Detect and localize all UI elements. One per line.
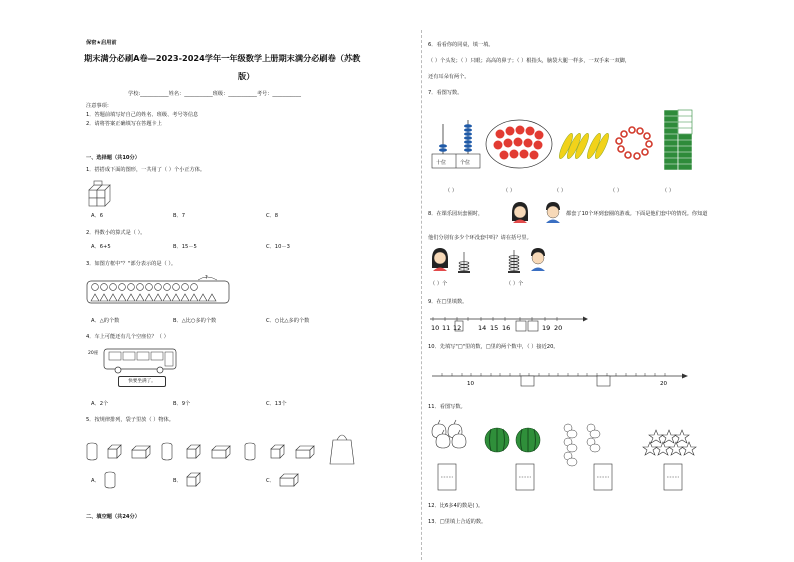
q2-option-a[interactable]: A．6+5 <box>91 244 111 250</box>
pattern-objects-row <box>84 428 364 466</box>
notes-item: 2．请将答案正确填写在答题卡上 <box>86 121 162 127</box>
q9-num: 11 <box>442 324 451 332</box>
question-7: 7．看图写数。 <box>428 90 463 96</box>
seat-count-label: 20座 <box>88 351 99 356</box>
triangles-circles-box <box>86 273 232 307</box>
q9-num: 20 <box>554 324 563 332</box>
q7-blank-5[interactable]: （ ） <box>662 188 675 194</box>
q4-option-c[interactable]: C．13个 <box>266 401 287 407</box>
q11-pictures <box>428 418 708 498</box>
question-13: 13．□里填上合适的数。 <box>428 519 487 525</box>
number-line-q10 <box>428 367 690 391</box>
student-info-line: 学校:___________姓名：___________班级：___________考号：___________ <box>128 91 301 97</box>
question-11: 11．看图写数。 <box>428 404 466 410</box>
q7-blank-4[interactable]: （ ） <box>610 188 623 194</box>
question-9: 9．在□里填数。 <box>428 299 468 305</box>
q8-line1b: 都套了10个环到套圈的游戏。下面是他们套中的情况。你知道 <box>566 211 708 217</box>
q5-option-c-cuboid <box>278 472 300 488</box>
q7-blank-2[interactable]: （ ） <box>503 188 516 194</box>
question-3: 3．如图方框中"？"部分表示的是（ ）。 <box>86 261 177 267</box>
abacus-ones-label: 个位 <box>460 160 471 166</box>
q3-question-mark: ? <box>205 275 208 281</box>
notes-item: 1．答题前填写好自己的姓名、班级、考号等信息 <box>86 112 199 118</box>
column-divider <box>421 30 422 560</box>
q10-tick-10: 10 <box>467 381 474 387</box>
q5-option-b[interactable]: B． <box>173 478 182 484</box>
q8-line2: 他们分别有多少个环没套中吗？请在括号里。 <box>428 235 532 241</box>
q5-option-a-cylinder <box>103 470 119 490</box>
q2-option-c[interactable]: C．10－3 <box>266 244 290 250</box>
q9-num: 14 <box>478 324 487 332</box>
q9-num: 12 <box>453 324 462 332</box>
q8-ring-toss-images <box>428 246 558 276</box>
q9-num: 19 <box>542 324 551 332</box>
secret-label: 保密★启用前 <box>86 40 117 46</box>
question-2: 2．得数小的算式是（ ）。 <box>86 230 146 236</box>
bus-image <box>100 347 180 379</box>
page-title-line2: 版） <box>238 71 255 81</box>
page-title-line1: 期末满分必刷A卷—2023-2024学年一年级数学上册期末满分必刷卷（苏教 <box>84 53 361 63</box>
question-10: 10．先填写"□"里的数，□里的两个数中，（ ）接近20。 <box>428 344 559 350</box>
q3-option-b[interactable]: B．△比○多的个数 <box>173 318 217 324</box>
question-5: 5．按规律排列，袋子里放（ ）物体。 <box>86 417 174 423</box>
q6-line2: （ ）个头发；（ ）只眼；高高的鼻子；（ ）根指头，脑袋大腿一样多，一双手来一双脚， <box>428 58 631 64</box>
q9-num: 16 <box>502 324 511 332</box>
question-12: 12．比6多4的数是( )。 <box>428 503 484 509</box>
q8-blank-1[interactable]: （ ）个 <box>430 281 448 287</box>
q1-option-b[interactable]: B．7 <box>173 213 186 219</box>
abacus-tens-label: 十位 <box>436 160 447 166</box>
boy-avatar <box>542 201 564 225</box>
question-8: 8．在课乐园玩套圈时， <box>428 211 484 217</box>
q7-pictures <box>428 104 728 176</box>
cube-figure <box>86 180 116 208</box>
q5-option-b-cube <box>185 472 203 488</box>
notes-title: 注意事项： <box>86 103 112 109</box>
bus-speech-bubble: 快要坐满了。 <box>118 376 166 387</box>
q5-option-c[interactable]: C． <box>266 478 275 484</box>
q8-blank-2[interactable]: （ ）个 <box>506 281 524 287</box>
number-line-q9 <box>428 311 588 333</box>
q1-option-c[interactable]: C．8 <box>266 213 279 219</box>
section1-title: 一、选择题（共10分） <box>86 155 140 161</box>
q9-num: 10 <box>431 324 440 332</box>
q6-line3: 还有耳朵有两个。 <box>428 74 470 80</box>
q7-blank-1[interactable]: （ ） <box>445 188 458 194</box>
q2-option-b[interactable]: B．15－5 <box>173 244 197 250</box>
girl-avatar <box>509 201 531 225</box>
section2-title: 二、填空题（共24分） <box>86 514 140 520</box>
question-6: 6．看看你的同桌，填一填。 <box>428 42 494 48</box>
q10-tick-20: 20 <box>660 381 667 387</box>
q5-option-a[interactable]: A． <box>91 478 100 484</box>
q7-blank-3[interactable]: （ ） <box>554 188 567 194</box>
q3-option-c[interactable]: C．○比△多的个数 <box>266 318 310 324</box>
question-4: 4．车上可能还有几个空座位？（ ） <box>86 334 169 340</box>
q1-option-a[interactable]: A．6 <box>91 213 104 219</box>
q3-option-a[interactable]: A．△的个数 <box>91 318 120 324</box>
q4-option-a[interactable]: A．2个 <box>91 401 109 407</box>
q9-num: 15 <box>490 324 499 332</box>
question-1: 1．搭搭成下面的图形，一共用了（ ）个小正方体。 <box>86 167 206 173</box>
q4-option-b[interactable]: B．9个 <box>173 401 191 407</box>
